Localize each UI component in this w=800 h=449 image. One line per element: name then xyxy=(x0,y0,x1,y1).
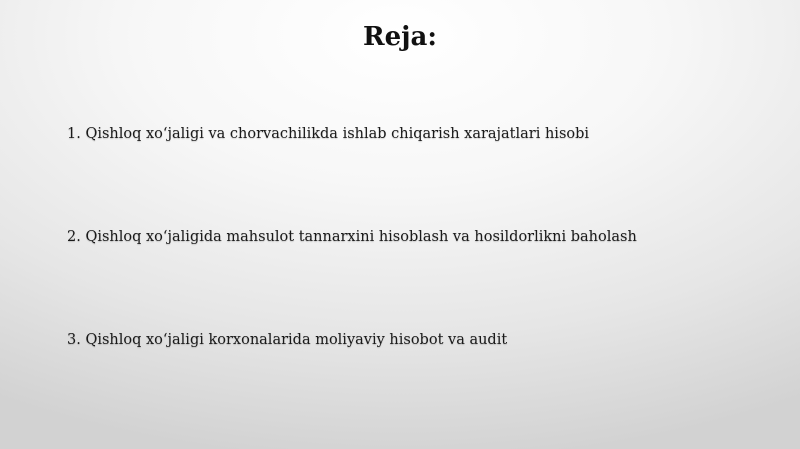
plan-item-3: 3. Qishloq xo‘jaligi korxonalarida moliyaviy hisobot va audit xyxy=(67,332,508,348)
plan-item-2: 2. Qishloq xo‘jaligida mahsulot tannarxini hisoblash va hosildorlikni baholash xyxy=(67,229,637,245)
plan-item-1: 1. Qishloq xo‘jaligi va chorvachilikda ishlab chiqarish xarajatlari hisobi xyxy=(67,126,590,142)
slide-title: Reja: xyxy=(362,22,437,52)
